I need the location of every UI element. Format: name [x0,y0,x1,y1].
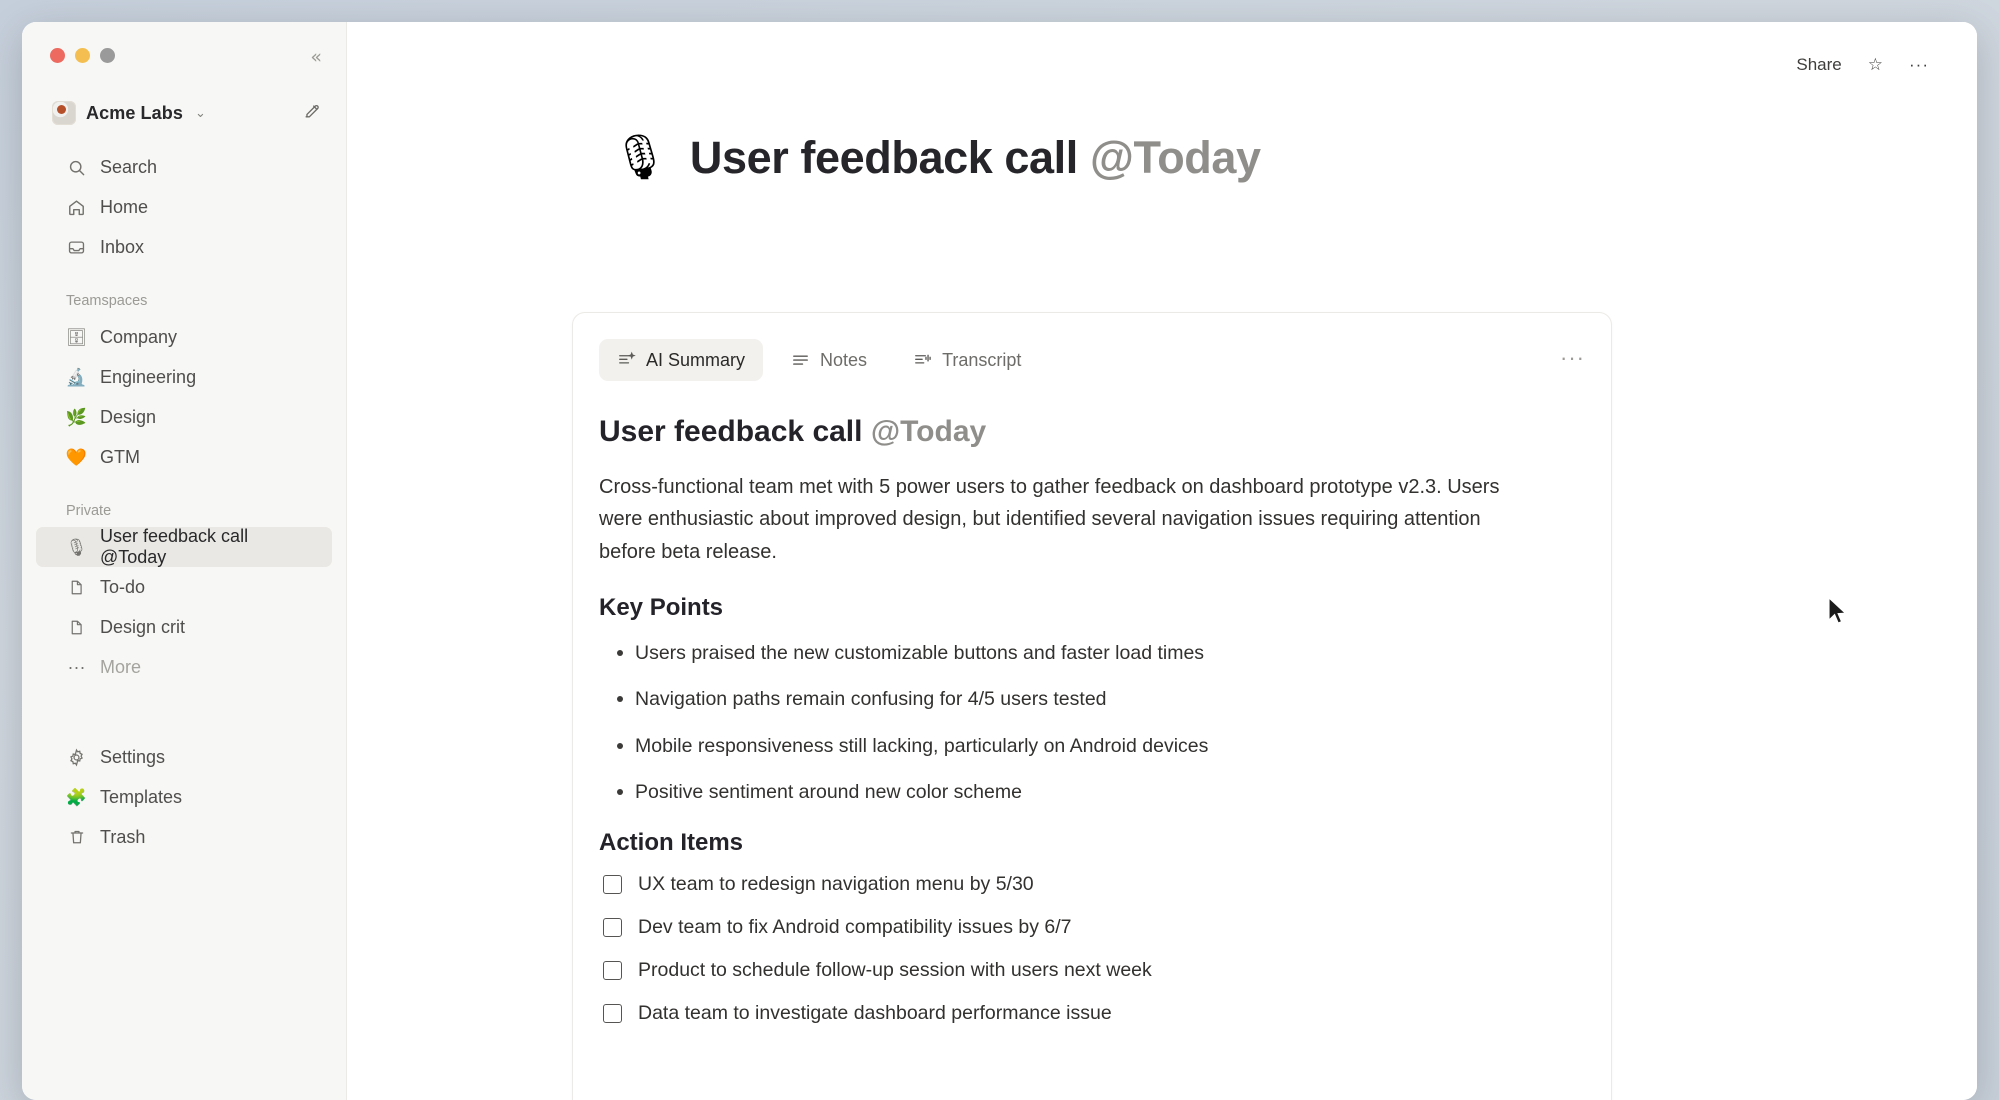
list-item: Users praised the new customizable buttons and faster load times [599,638,1585,668]
orange-heart-icon: 🧡 [65,447,88,467]
filing-cabinet-icon: 🗄 [65,327,88,347]
sidebar-item-label: Company [100,326,178,347]
minimize-window-button[interactable] [75,48,90,63]
primary-nav [22,147,346,267]
chevron-down-icon[interactable]: ⌄ [194,105,206,120]
app-window [22,22,1977,1100]
sidebar-item-settings[interactable] [36,737,332,777]
todo-checkbox[interactable] [603,1004,622,1023]
tab-notes[interactable] [773,339,885,381]
sidebar-item-label: Engineering [100,366,197,387]
sidebar-item-label: Settings [100,746,166,767]
card-more-options-icon[interactable]: ··· [1560,345,1585,370]
ellipsis-icon: ··· [67,656,86,677]
key-points-list [599,638,1585,807]
sidebar-item-trash[interactable] [36,817,332,857]
page-title-mention: @Today [1089,132,1261,183]
tab-transcript[interactable] [895,339,1039,381]
window-controls[interactable] [22,22,346,63]
sidebar-item-label: Design [100,406,157,427]
workspace-switcher[interactable] [22,95,346,131]
sidebar-item-templates[interactable] [36,777,332,817]
sidebar-item-design-crit[interactable] [36,607,332,647]
home-icon [66,198,87,217]
todo-label: UX team to redesign navigation menu by 5/30 [638,873,1034,896]
sidebar-item-label: Search [100,156,158,177]
sidebar-item-more[interactable] [36,647,332,687]
ai-summary-card [572,312,1612,1100]
microphone-icon[interactable]: 🎙 [612,133,668,182]
summary-heading-mention: @Today [870,415,987,448]
sidebar-item-search[interactable] [36,147,332,187]
teamspaces-section-label: Teamspaces [66,293,148,309]
sidebar-item-label: Templates [100,786,183,807]
list-item: Mobile responsiveness still lacking, particularly on Android devices [599,731,1585,761]
sidebar-item-to-do[interactable] [36,567,332,607]
notes-icon [791,351,810,370]
close-window-button[interactable] [50,48,65,63]
secondary-nav [22,737,346,857]
sidebar-item-inbox[interactable] [36,227,332,267]
todo-label: Product to schedule follow-up session with users next week [638,959,1152,982]
sidebar-item-label: User feedback call @Today [100,526,249,567]
tab-label: AI Summary [646,349,746,370]
sidebar [22,22,347,1100]
todo-checkbox[interactable] [603,918,622,937]
sidebar-item-label: Inbox [100,236,145,257]
main-content [347,22,1977,1100]
more-options-icon[interactable]: ··· [1909,55,1929,74]
sidebar-item-label: Home [100,196,149,217]
sidebar-item-gtm[interactable] [36,437,332,477]
list-item[interactable] [599,1002,1585,1025]
todo-label: Data team to investigate dashboard performance issue [638,1002,1112,1025]
mouse-cursor [1827,597,1849,627]
share-button[interactable]: Share [1796,55,1842,74]
sidebar-item-label: To-do [100,576,146,597]
summary-heading [599,415,1585,449]
private-section-label: Private [66,503,112,519]
list-item[interactable] [599,873,1585,896]
summary-paragraph: Cross-functional team met with 5 power users to gather feedback on dashboard prototype v2.3. Users were enthusiastic about improved design, but identified several navigation issues requiring attention before beta release. [599,476,1500,563]
sidebar-item-design[interactable] [36,397,332,437]
workspace-logo-icon [52,101,76,125]
favorite-star-icon[interactable]: ☆ [1867,55,1884,74]
search-icon [66,158,87,177]
sidebar-item-home[interactable] [36,187,332,227]
microphone-icon: 🎙 [65,537,88,557]
page-title [347,108,1977,184]
action-items-heading: Action Items [599,829,744,857]
card-tab-bar [573,313,1611,381]
ai-summary-icon [617,351,636,370]
key-points-heading: Key Points [599,594,724,622]
todo-label: Dev team to fix Android compatibility issues by 6/7 [638,916,1072,939]
compose-icon[interactable] [303,101,322,125]
private-list [22,527,346,687]
page-title-text [690,132,1261,184]
list-item[interactable] [599,916,1585,939]
sidebar-item-user-feedback-call[interactable] [36,527,332,567]
sidebar-item-label: More [100,656,142,677]
herb-icon: 🌿 [65,407,88,427]
list-item[interactable] [599,959,1585,982]
trash-icon [66,828,87,846]
document-toolbar [347,22,1977,108]
transcript-icon [913,351,932,370]
summary-heading-main: User feedback call [599,415,871,448]
sidebar-item-label: Trash [100,826,146,847]
teamspaces-list [22,317,346,477]
tab-ai-summary[interactable] [599,339,763,381]
gear-icon [66,748,87,767]
list-item: Navigation paths remain confusing for 4/5 users tested [599,684,1585,714]
sidebar-item-engineering[interactable] [36,357,332,397]
sidebar-item-company[interactable] [36,317,332,357]
inbox-icon [66,238,87,257]
ai-summary-body [573,381,1611,1025]
todo-checkbox[interactable] [603,961,622,980]
page-icon [66,579,87,596]
zoom-window-button[interactable] [100,48,115,63]
collapse-sidebar-icon[interactable]: « [310,46,322,68]
sidebar-item-label: GTM [100,446,140,467]
action-items-list [599,873,1585,1025]
templates-icon: 🧩 [65,787,88,807]
microscope-icon: 🔬 [65,367,88,387]
todo-checkbox[interactable] [603,875,622,894]
page-title-main: User feedback call [689,132,1090,183]
page-icon [66,619,87,636]
workspace-name: Acme Labs [86,102,183,123]
sidebar-item-label: Design crit [100,616,186,637]
tab-label: Notes [820,349,868,370]
list-item: Positive sentiment around new color scheme [599,777,1585,807]
tab-label: Transcript [942,349,1022,370]
